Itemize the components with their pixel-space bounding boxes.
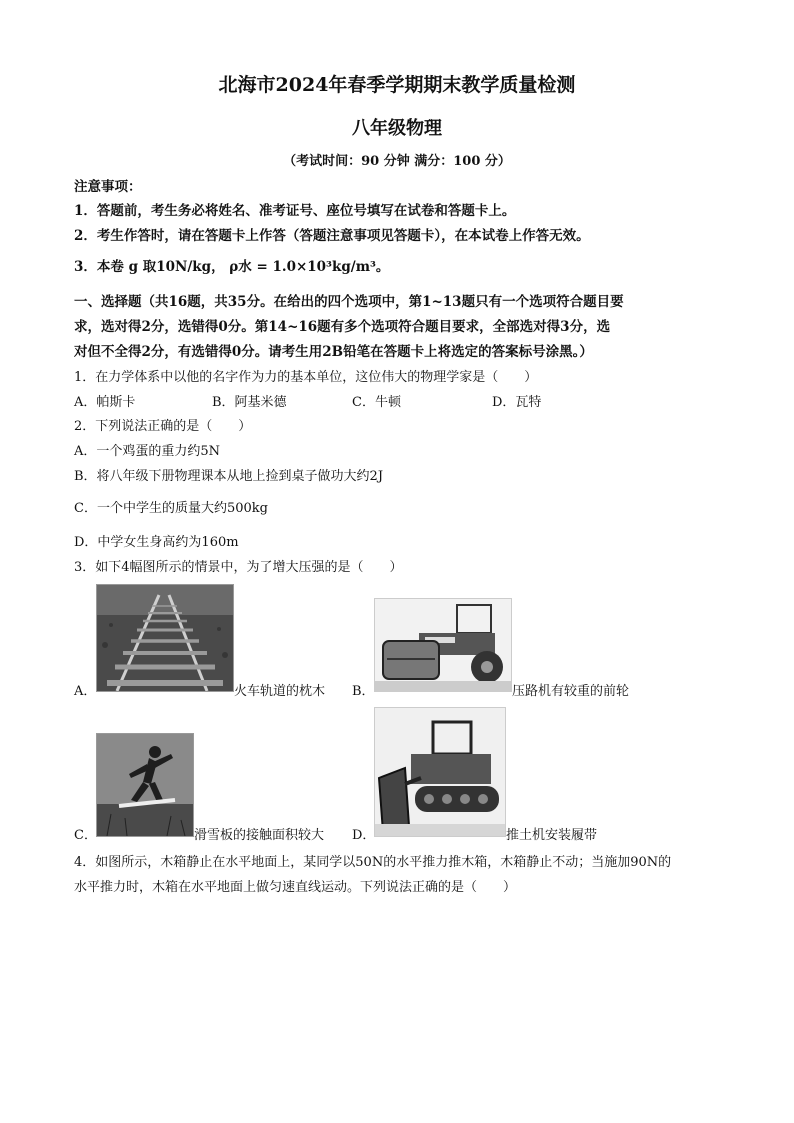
section-intro-line-3: 对但不全得2分，有选错得0分。请考生用2B铅笔在答题卡上将选定的答案标号涂黑。） (74, 344, 593, 360)
question-3-option-c-letter: C． (74, 828, 97, 843)
notes-heading: 注意事项： (74, 179, 142, 195)
question-3-option-a-caption: 火车轨道的枕木 (234, 684, 326, 699)
question-3-option-d-letter: D． (352, 828, 376, 843)
exam-info: （考试时间：90 分钟 满分：100 分） (283, 154, 511, 169)
road-roller-photo (374, 598, 512, 692)
exam-title: 北海市2024年春季学期期末教学质量检测 (218, 74, 576, 96)
question-3-option-b-caption: 压路机有较重的前轮 (512, 684, 630, 699)
exam-subject: 八年级物理 (352, 118, 442, 139)
question-4-line-2: 水平推力时，木箱在水平地面上做匀速直线运动。下列说法正确的是（ ） (74, 880, 517, 895)
question-4-line-1: 4．如图所示，木箱静止在水平地面上，某同学以50N的水平推力推木箱，木箱静止不动；当施加90N的 (74, 855, 672, 870)
question-1-option-a: A．帕斯卡 (74, 395, 136, 410)
question-3-stem: 3．如下4幅图所示的情景中，为了增大压强的是（ ） (74, 560, 403, 575)
question-1-option-c: C．牛顿 (352, 395, 401, 410)
question-2-option-a: A．一个鸡蛋的重力约5N (74, 444, 221, 459)
note-item-1: 1．答题前，考生务必将姓名、准考证号、座位号填写在试卷和答题卡上。 (74, 203, 516, 219)
question-3-option-c-caption: 滑雪板的接触面积较大 (194, 828, 325, 843)
railway-track-photo (96, 584, 234, 692)
section-intro-line-1: 一、选择题（共16题，共35分。在给出的四个选项中，第1~13题只有一个选项符合题目要 (74, 294, 624, 310)
question-1-option-b: B．阿基米德 (212, 395, 287, 410)
note-item-3: 3．本卷 g 取10N/kg， ρ水 = 1.0×10³kg/m³。 (74, 259, 390, 275)
question-1-option-d: D．瓦特 (492, 395, 542, 410)
question-3-option-a-letter: A． (74, 684, 97, 699)
skier-photo (96, 733, 194, 837)
question-2-option-b: B．将八年级下册物理课本从地上捡到桌子做功大约2J (74, 469, 384, 484)
bulldozer-photo (374, 707, 506, 837)
note-item-2: 2．考生作答时，请在答题卡上作答（答题注意事项见答题卡），在本试卷上作答无效。 (74, 228, 590, 244)
question-2-option-c: C．一个中学生的质量大约500kg (74, 501, 268, 516)
question-3-option-d-caption: 推土机安装履带 (506, 828, 598, 843)
question-2-option-d: D．中学女生身高约为160m (74, 535, 239, 550)
section-intro-line-2: 求，选对得2分，选错得0分。第14~16题有多个选项符合题目要求，全部选对得3分，选 (74, 319, 611, 335)
question-3-option-b-letter: B． (352, 684, 375, 699)
question-1-stem: 1．在力学体系中以他的名字作为力的基本单位，这位伟大的物理学家是（ ） (74, 370, 538, 385)
question-2-stem: 2．下列说法正确的是（ ） (74, 419, 252, 434)
